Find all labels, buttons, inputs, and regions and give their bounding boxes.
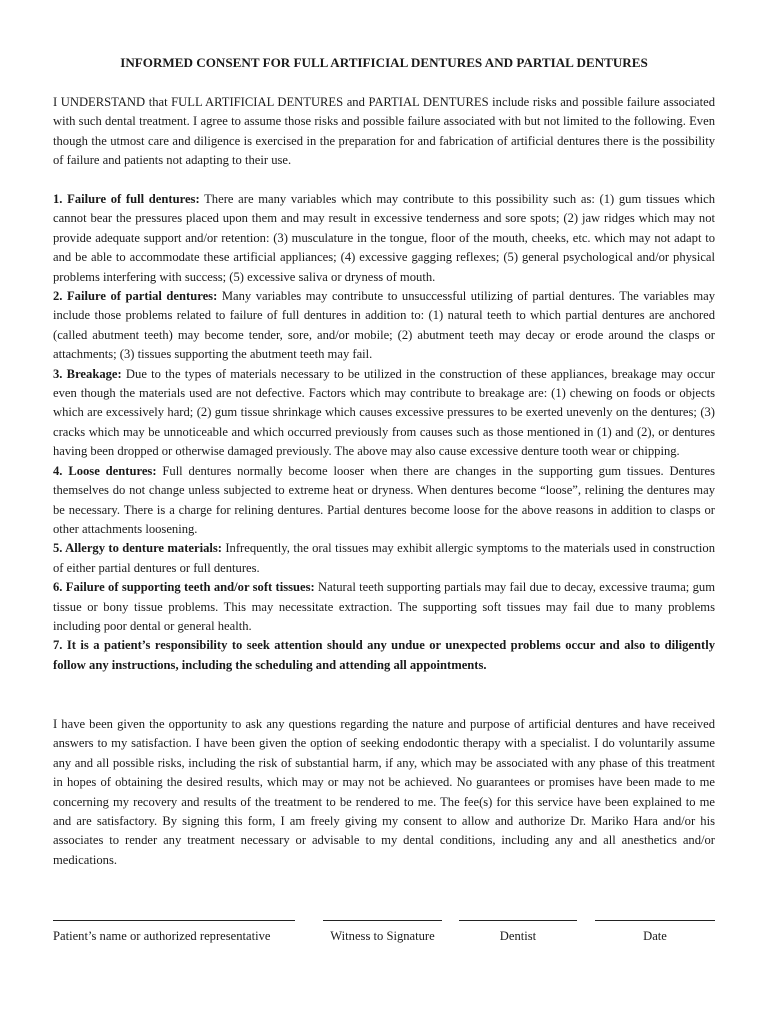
risk-item-label: 5. Allergy to denture materials: — [53, 541, 222, 556]
patient-signature-caption: Patient’s name or authorized representative — [53, 929, 271, 943]
intro-paragraph: I UNDERSTAND that FULL ARTIFICIAL DENTURES and PARTIAL DENTURES include risks and possible failure associated with such dental treatment. I agree to assume those risks and possible failure associated with but not limited to the following. Even though the utmost care and diligence is exercised in the preparation for and fabrication of artificial dentures there is the possibility of failure and patients not adapting to their use. — [53, 95, 715, 168]
signature-block — [53, 906, 715, 946]
date-signature-caption: Date — [643, 929, 667, 943]
witness-signature — [323, 906, 442, 944]
date-signature — [595, 906, 715, 944]
patient-signature-line[interactable] — [53, 906, 295, 921]
risk-item-supporting-teeth — [53, 578, 715, 636]
witness-signature-line[interactable] — [323, 906, 442, 921]
witness-signature-caption: Witness to Signature — [330, 929, 435, 943]
risk-items — [53, 190, 715, 675]
risk-item-label: 2. Failure of partial dentures: — [53, 289, 218, 304]
patient-signature — [53, 906, 295, 944]
risk-item-text: Due to the types of materials necessary to be utilized in the construction of these appliances, breakage may occur even though the materials used are not defective. Factors which may contribute to breakage are: (1) chewing on foods or objects which are excessively hard; (2) gum tissue shrinkage which causes excessive pressures to be exerted unevenly on the dentures; (3) cracks which may be unnoticeable and which occurred previously from causes such as those mentioned in (1) and (2), or dentures having been dropped or otherwise damaged previously. The above may also cause excessive denture tooth wear or chipping. — [53, 366, 715, 459]
dentist-signature-line[interactable] — [459, 906, 577, 921]
risk-item-partial-dentures — [53, 287, 715, 365]
date-signature-line[interactable] — [595, 906, 715, 921]
risk-item-patient-responsibility: 7. It is a patient’s responsibility to seek attention should any undue or unexpected problems occur and also to diligently follow any instructions, including the scheduling and attending all appointments. — [53, 638, 715, 672]
risk-item-label: 3. Breakage: — [53, 366, 122, 381]
intro-section — [53, 93, 715, 171]
risk-item-text: Natural teeth supporting partials may fail due to decay, excessive trauma; gum tissue or bony tissue problems. This may necessitate extraction. The supporting soft tissues may fail due to many problems including poor dental or general health. — [53, 580, 716, 633]
closing-section — [53, 715, 715, 870]
risk-item-text: There are many variables which may contribute to this possibility such as: (1) gum tissues which cannot bear the pressures placed upon them and may result in excessive tenderness and sore spots; (2) jaw ridges which may not provide adequate support and/or retention: (3) musculature in the tongue, floor of the mouth, cheeks, etc. which may not adapt to and be able to accommodate these artificial appliances; (4) excessive gagging reflexes; (5) general psychological and/or physical problems interfering with success; (5) excessive saliva or dryness of mouth. — [53, 192, 716, 284]
dentist-signature — [459, 906, 577, 944]
document-title: INFORMED CONSENT FOR FULL ARTIFICIAL DENTURES AND PARTIAL DENTURES — [120, 55, 648, 70]
risk-item-allergy — [53, 539, 715, 578]
risk-item-text: Infrequently, the oral tissues may exhibit allergic symptoms to the materials used in construction of either partial dentures or full dentures. — [53, 541, 715, 575]
risk-item-full-dentures — [53, 190, 715, 287]
risk-item-label: 1. Failure of full dentures: — [53, 192, 200, 206]
risk-item-label: 6. Failure of supporting teeth and/or soft tissues: — [53, 580, 315, 595]
risk-item-text: Full dentures normally become looser when there are changes in the supporting gum tissues. Dentures themselves do not change unless subjected to extreme heat or dryness. When dentures become “loose”, relining the dentures may be necessary. There is a charge for relining dentures. Partial dentures become loose for the above reasons in addition to clasps or other attachments loosening. — [53, 463, 715, 536]
closing-paragraph: I have been given the opportunity to ask any questions regarding the nature and purpose of artificial dentures and have received answers to my satisfaction. I have been given the option of seeking endodontic therapy with a specialist. I do voluntarily assume any and all possible risks, including the risk of substantial harm, if any, which may be associated with any phase of this treatment in hopes of obtaining the desired results, which may or may not be achieved. No guarantees or promises have been made to me concerning my recovery and results of the treatment to be rendered to me. The fee(s) for this service have been explained to me and are satisfactory. By signing this form, I am freely giving my consent to allow and authorize Dr. Mariko Hara and/or his associates to render any treatment necessary or advisable to my dental conditions, including any and all anesthetics and/or medications. — [53, 717, 715, 867]
dentist-signature-caption: Dentist — [499, 929, 537, 943]
risk-item-label: 4. Loose dentures: — [53, 463, 157, 478]
risk-item-loose-dentures — [53, 462, 715, 540]
risk-item-breakage — [53, 365, 715, 462]
risk-item-text: Many variables may contribute to unsuccessful utilizing of partial dentures. The variables may include those problems related to failure of full dentures in addition to: (1) natural teeth to which partial dentures are anchored (called abutment teeth) may become tender, sore, and/or mobile; (2) abutment teeth may decay or erode around the clasps or attachments; (3) tissues supporting the abutment teeth may fail. — [53, 289, 715, 362]
